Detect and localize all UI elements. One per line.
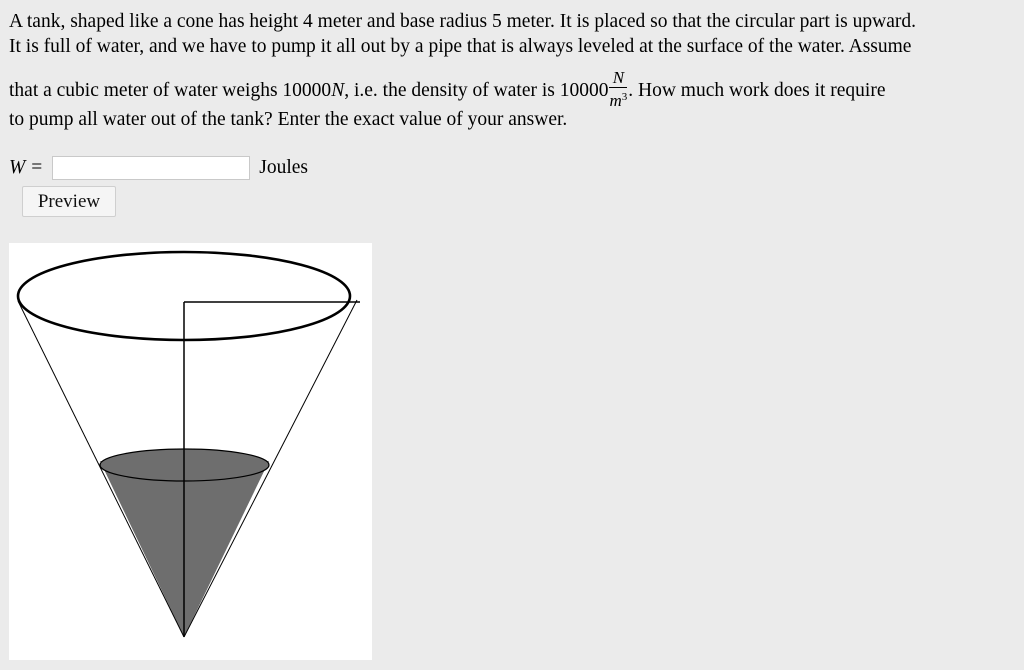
fraction-denominator-base: m — [609, 91, 622, 110]
answer-input[interactable] — [52, 156, 250, 180]
answer-units: Joules — [259, 157, 308, 178]
fraction-denominator-exponent: 3 — [621, 91, 628, 103]
fraction-denominator — [609, 88, 627, 110]
problem-statement — [9, 9, 1015, 132]
answer-row — [9, 154, 308, 182]
problem-text-segment: that a cubic meter of water weighs 10000 — [9, 79, 332, 101]
problem-text-line: It is full of water, and we have to pump it all out by a pipe that is always leveled at the surface of the water. Assume — [9, 36, 912, 57]
density-unit-fraction — [609, 69, 627, 110]
preview-button[interactable]: Preview — [22, 186, 116, 217]
problem-text-segment: , i.e. the density of water is 10000 — [344, 79, 609, 101]
problem-text-line: to pump all water out of the tank? Enter the exact value of your answer. — [9, 109, 568, 130]
problem-text-line — [9, 68, 1015, 110]
problem-text-line: A tank, shaped like a cone has height 4 meter and base radius 5 meter. It is placed so that the circular part is upward. — [9, 11, 916, 32]
newton-unit: N — [331, 79, 345, 101]
problem-text-segment: . How much work does it require — [628, 79, 886, 101]
cone-tank-diagram — [9, 243, 372, 660]
fraction-numerator: N — [609, 69, 627, 88]
cone-tank-figure — [9, 243, 372, 660]
answer-equals-sign: = — [31, 157, 43, 178]
answer-variable: W — [9, 157, 26, 178]
